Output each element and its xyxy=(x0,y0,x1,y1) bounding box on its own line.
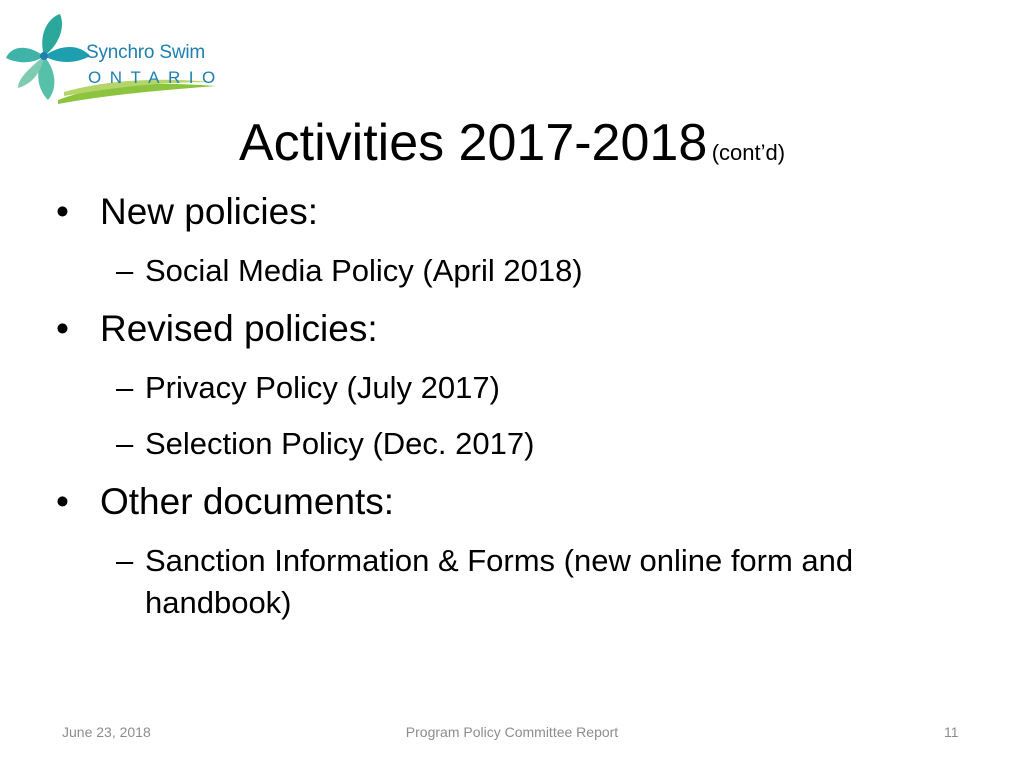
sub-bullet-text: Social Media Policy (April 2018) xyxy=(145,253,583,288)
bullet-text: New policies: xyxy=(100,191,318,232)
bullet-item xyxy=(56,188,956,236)
dash-marker: – xyxy=(116,543,134,578)
logo-text-synchro-swim: Synchro Swim xyxy=(86,42,206,63)
footer-report-name: Program Policy Committee Report xyxy=(405,724,619,740)
sub-bullet-item xyxy=(56,367,956,409)
sub-bullet-text: Selection Policy (Dec. 2017) xyxy=(145,426,535,461)
dash-marker: – xyxy=(116,426,134,461)
sub-bullet-item xyxy=(56,250,956,292)
dash-marker: – xyxy=(116,253,134,288)
bullet-list xyxy=(56,188,956,624)
bullet-item xyxy=(56,478,956,526)
slide-title xyxy=(0,108,1024,178)
sub-bullet-text: Privacy Policy (July 2017) xyxy=(145,370,500,405)
sub-bullet-item xyxy=(56,423,956,465)
bullet-marker: • xyxy=(56,191,69,232)
bullet-item xyxy=(56,305,956,353)
title-main: Activities 2017-2018 xyxy=(238,114,708,172)
bullet-marker: • xyxy=(56,308,69,349)
sub-bullet-item xyxy=(56,540,945,624)
bullet-text: Other documents: xyxy=(100,481,395,522)
dash-marker: – xyxy=(116,370,134,405)
sub-bullet-text: Sanction Information & Forms (new online form and handbook) xyxy=(145,543,854,620)
footer-page-number: 11 xyxy=(944,724,959,740)
title-sub: (cont’d) xyxy=(711,140,786,165)
logo-text-ontario: ONTARIO xyxy=(88,68,224,87)
footer-date: June 23, 2018 xyxy=(62,724,151,740)
bullet-marker: • xyxy=(56,481,69,522)
bullet-text: Revised policies: xyxy=(100,308,378,349)
synchro-swim-ontario-logo xyxy=(4,12,224,108)
